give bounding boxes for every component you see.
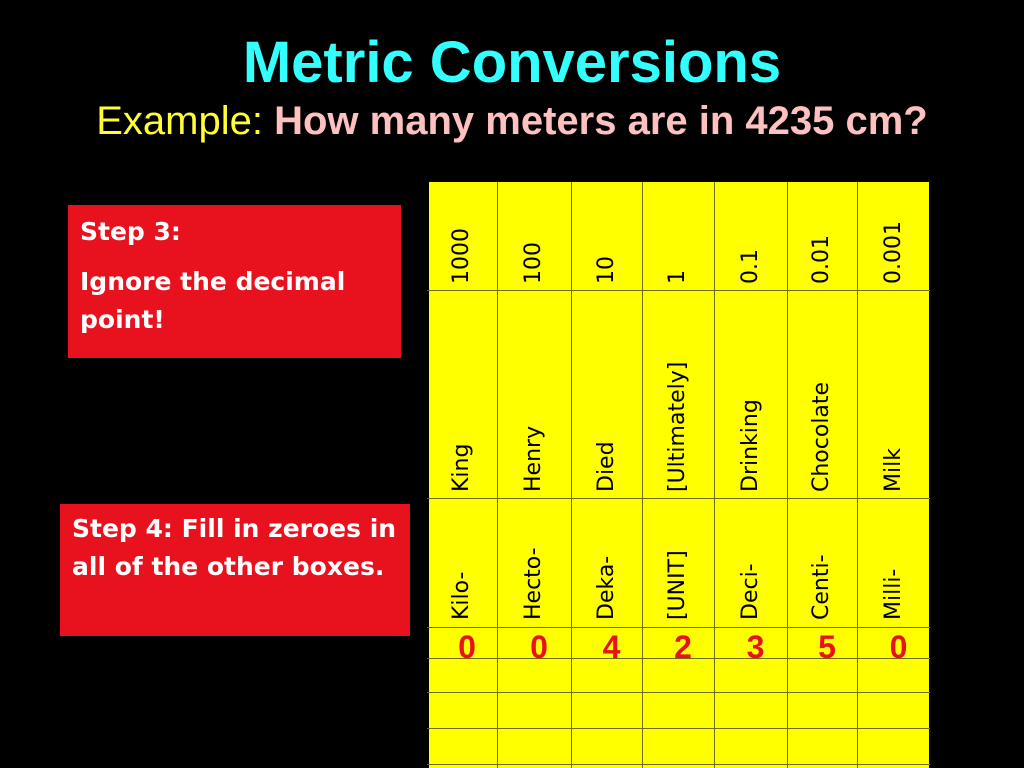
column-prefix: Kilo- bbox=[449, 571, 474, 620]
column-mnemonic: Died bbox=[593, 441, 619, 492]
step-3-heading: Step 3: bbox=[80, 217, 181, 246]
column-value: 0.01 bbox=[809, 235, 834, 284]
table-column-line bbox=[714, 180, 715, 768]
table-row-line bbox=[427, 290, 930, 291]
table-row-line bbox=[427, 498, 930, 499]
table-row-line bbox=[427, 180, 930, 182]
column-prefix: Hecto- bbox=[521, 547, 546, 620]
answer-digit: 3 bbox=[746, 629, 765, 665]
example-question: How many meters are in 4235 cm? bbox=[274, 99, 928, 143]
table-column-line bbox=[787, 180, 788, 768]
example-subtitle bbox=[0, 96, 1024, 146]
column-value: 0.001 bbox=[880, 221, 906, 284]
step-3-box bbox=[68, 205, 401, 358]
table-row-line bbox=[427, 692, 930, 693]
page-title: Metric Conversions bbox=[242, 30, 782, 95]
column-value: 100 bbox=[521, 242, 546, 284]
table-row-line bbox=[427, 764, 930, 765]
column-value: 1 bbox=[665, 270, 690, 284]
column-prefix: [UNIT] bbox=[665, 550, 690, 620]
table-column-line bbox=[929, 180, 930, 768]
conversion-table bbox=[427, 180, 930, 768]
table-column-line bbox=[497, 180, 498, 768]
table-row-line bbox=[427, 728, 930, 729]
column-mnemonic: King bbox=[449, 443, 474, 492]
answer-digit: 2 bbox=[674, 629, 692, 665]
table-row-line bbox=[427, 627, 930, 628]
column-value: 0.1 bbox=[737, 249, 763, 284]
answer-digit: 0 bbox=[530, 629, 548, 665]
table-column-line bbox=[427, 180, 429, 768]
table-column-line bbox=[571, 180, 572, 768]
column-mnemonic: Henry bbox=[521, 425, 546, 492]
column-value: 10 bbox=[593, 256, 619, 284]
step-3-text: Ignore the decimal point! bbox=[80, 267, 346, 334]
column-mnemonic: Drinking bbox=[737, 399, 763, 492]
column-value: 1000 bbox=[449, 228, 474, 284]
column-prefix: Deci- bbox=[737, 563, 763, 620]
column-mnemonic: Milk bbox=[880, 448, 906, 492]
example-label: Example: bbox=[96, 99, 263, 143]
column-prefix: Milli- bbox=[880, 568, 906, 620]
column-mnemonic: Chocolate bbox=[809, 381, 834, 492]
answer-digit: 0 bbox=[889, 629, 908, 665]
column-prefix: Deka- bbox=[593, 555, 619, 620]
answer-digit: 0 bbox=[458, 629, 476, 665]
step-4-box bbox=[60, 504, 410, 636]
step-4-text: Step 4: Fill in zeroes in all of the other boxes. bbox=[72, 514, 397, 581]
column-mnemonic: [Ultimately] bbox=[665, 361, 690, 492]
answer-digit: 4 bbox=[602, 629, 621, 665]
answer-digit: 5 bbox=[818, 629, 836, 665]
table-column-line bbox=[642, 180, 643, 768]
column-prefix: Centi- bbox=[809, 554, 834, 620]
table-column-line bbox=[857, 180, 858, 768]
